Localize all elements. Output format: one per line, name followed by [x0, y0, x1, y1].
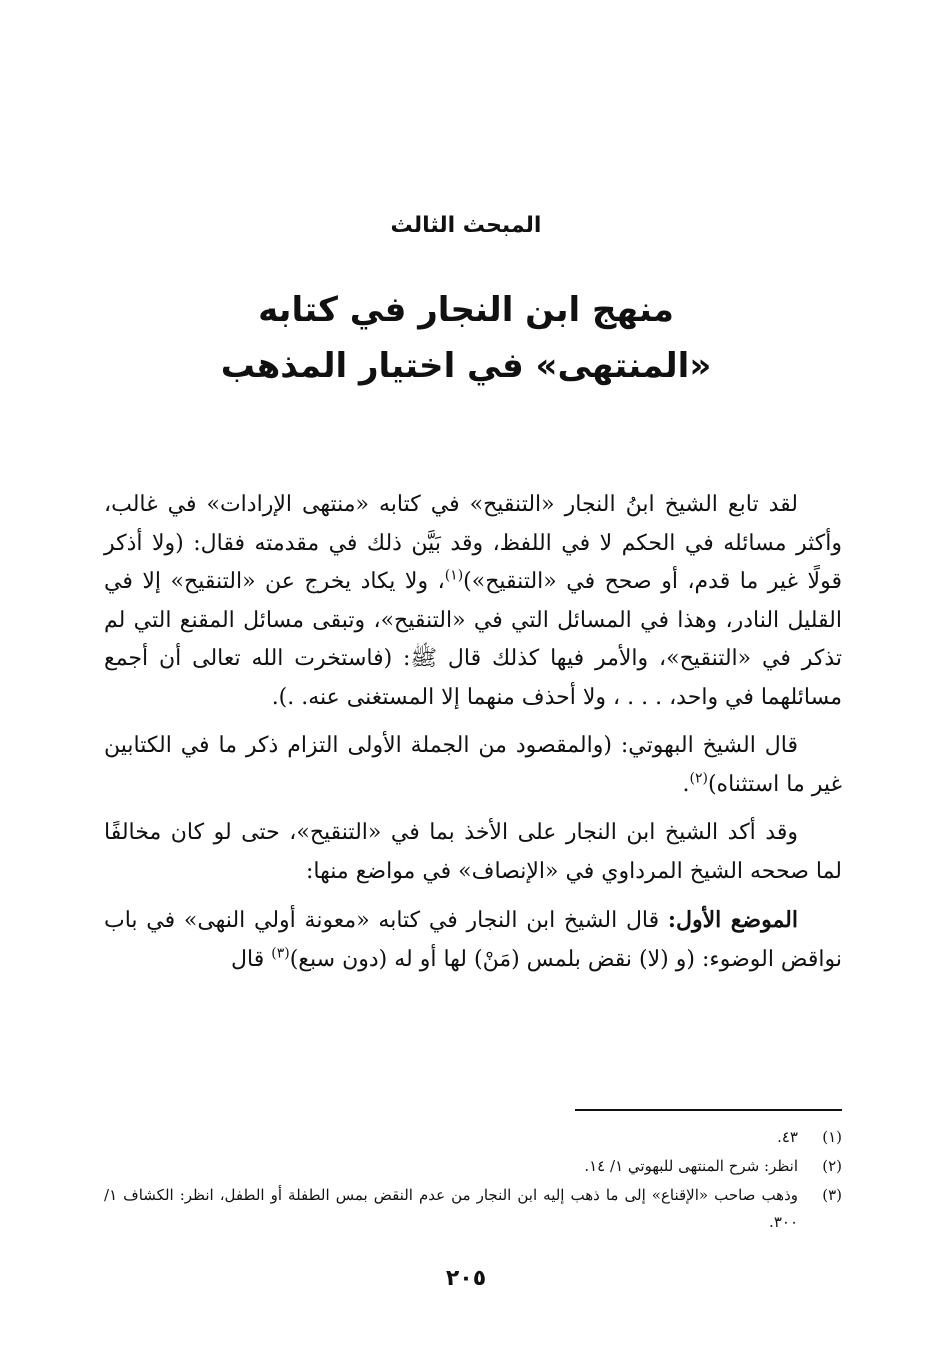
paragraph-4-label: الموضع الأول:: [667, 907, 798, 933]
paragraph-2-text-b: .: [682, 771, 690, 797]
footnote-1-text: ٤٣.: [777, 1128, 798, 1146]
body-text: [104, 486, 842, 989]
footnote-1: [104, 1124, 842, 1151]
footnote-1-number: (١): [822, 1128, 842, 1146]
chapter-title: [0, 282, 932, 394]
paragraph-3-text: وقد أكد الشيخ ابن النجار على الأخذ بما في «التنقيح»، حتى لو كان مخالفًا لما صححه الشيخ المرداوي في «الإنصاف» في مواضع منها:: [104, 820, 842, 884]
paragraph-4-text-a: قال الشيخ ابن النجار في كتابه «معونة أولي النهى» في باب نواقض الوضوء: (و (لا) نقض بلمس (مَنْ) لها أو له (دون سبع): [104, 908, 842, 972]
footnote-2-number: (٢): [822, 1157, 842, 1175]
paragraph-4: [104, 901, 842, 979]
paragraph-2: [104, 727, 842, 804]
footnote-ref-3: (٣): [271, 945, 290, 962]
paragraph-1: [104, 486, 842, 717]
footnote-3-number: (٣): [822, 1186, 842, 1204]
footnotes: [104, 1124, 842, 1238]
section-label: المبحث الثالث: [390, 213, 542, 238]
paragraph-2-text-a: قال الشيخ البهوتي: (والمقصود من الجملة الأولى التزام ذكر ما في الكتابين غير ما استثناه): [104, 733, 842, 797]
chapter-title-line-1: منهج ابن النجار في كتابه: [258, 290, 674, 330]
footnote-2: [104, 1153, 842, 1180]
footnote-divider: [575, 1109, 842, 1111]
footnote-ref-2: (٢): [689, 770, 708, 787]
paragraph-1-text-b: ، ولا يكاد يخرج عن «التنقيح» إلا في القليل النادر، وهذا في المسائل التي في «التنقيح»، وتبقى مسائل المقنع التي لم تذكر في «التنقيح»، والأمر فيها كذلك قال ﷺ: (فاستخرت الله تعالى أن أجمع مسائلهما في واحد، . . . ، ولا أحذف منهما إلا المستغنى عنه. .).: [104, 569, 842, 710]
paragraph-1-text-a: لقد تابع الشيخ ابنُ النجار «التنقيح» في كتابه «منتهى الإرادات» في غالب، وأكثر مسائله في الحكم لا في اللفظ، وقد بَيَّن ذلك في مقدمته فقال: (ولا أذكر قولًا غير ما قدم، أو صحح في «التنقيح»): [104, 492, 842, 594]
chapter-title-line-2: «المنتهى» في اختيار المذهب: [220, 346, 712, 386]
footnote-2-text: انظر: شرح المنتهى للبهوتي ١/ ١٤.: [584, 1157, 798, 1175]
footnote-ref-1: (١): [444, 567, 464, 584]
footnote-3-text: وذهب صاحب «الإقناع» إلى ما ذهب إليه ابن النجار من عدم النقض بمس الطفلة أو الطفل، انظر: الكشاف ١/ ٣٠٠.: [104, 1186, 798, 1231]
paragraph-3: [104, 814, 842, 891]
page-number: ٢٠٥: [445, 1266, 487, 1291]
paragraph-4-text-b: قال: [231, 946, 272, 972]
footnote-3: [104, 1182, 842, 1236]
